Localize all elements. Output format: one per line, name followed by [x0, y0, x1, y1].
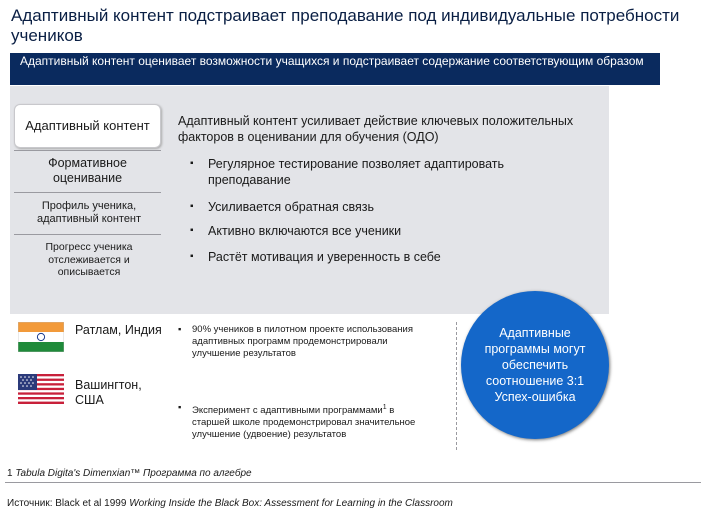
divider	[14, 150, 161, 151]
footnote: 1 Tabula Digita's Dimenxian™ Программа по алгебре	[7, 468, 252, 479]
bullet-icon: ▪	[190, 251, 194, 262]
bullet-icon: ▪	[190, 158, 194, 169]
case-result-usa: ▪ Эксперимент с адаптивными программами$^1$ в старшей школе продемонстрировал значительное улучшение (удвоение) результатов	[178, 402, 416, 441]
case-result-india: ▪ 90% учеников в пилотном проекте использования адаптивных программ продемонстрировали улучшение результатов	[178, 324, 413, 359]
bullet-icon: ▪	[190, 201, 194, 212]
page-title: Адаптивный контент подстраивает преподавание под индивидуальные потребности учеников	[11, 6, 680, 45]
bullet-icon: ▪	[178, 402, 182, 413]
divider	[14, 192, 161, 193]
student-progress-label: Прогресс ученика отслеживается и описывается	[45, 241, 133, 278]
city-label: Вашингтон, США	[75, 378, 142, 407]
list-item: ▪ Растёт мотивация и уверенность в себе	[190, 250, 441, 264]
student-profile-label: Профиль ученика, адаптивный контент	[36, 200, 142, 225]
india-flag-icon	[18, 322, 64, 352]
divider	[14, 234, 161, 235]
highlight-circle: Адаптивные программы могут обеспечить соотношение 3:1 Успех-ошибка	[461, 291, 609, 439]
bullet-icon: ▪	[190, 225, 194, 236]
divider	[456, 322, 457, 450]
usa-flag-icon	[18, 374, 64, 404]
source-citation: Источник: Black et al 1999 Working Inside the Black Box: Assessment for Learning in the Classroom	[7, 498, 453, 509]
list-item: ▪ Усиливается обратная связь	[190, 200, 375, 214]
city-label: Ратлам, Индия	[75, 323, 162, 337]
list-item: ▪ Регулярное тестирование позволяет адаптировать преподавание	[190, 157, 505, 187]
formative-assessment-label: Формативное оценивание	[48, 156, 127, 185]
bullet-icon: ▪	[178, 324, 182, 335]
intro-text: Адаптивный контент усиливает действие ключевых положительных факторов в оценивании для обучения (ОДО)	[178, 114, 574, 144]
divider	[5, 482, 701, 483]
subtitle-banner: Адаптивный контент оценивает возможности учащихся и подстраивает содержание соответствующим образом	[10, 53, 660, 85]
adaptive-content-pill: Адаптивный контент	[14, 104, 161, 148]
list-item: ▪ Активно включаются все ученики	[190, 224, 402, 238]
